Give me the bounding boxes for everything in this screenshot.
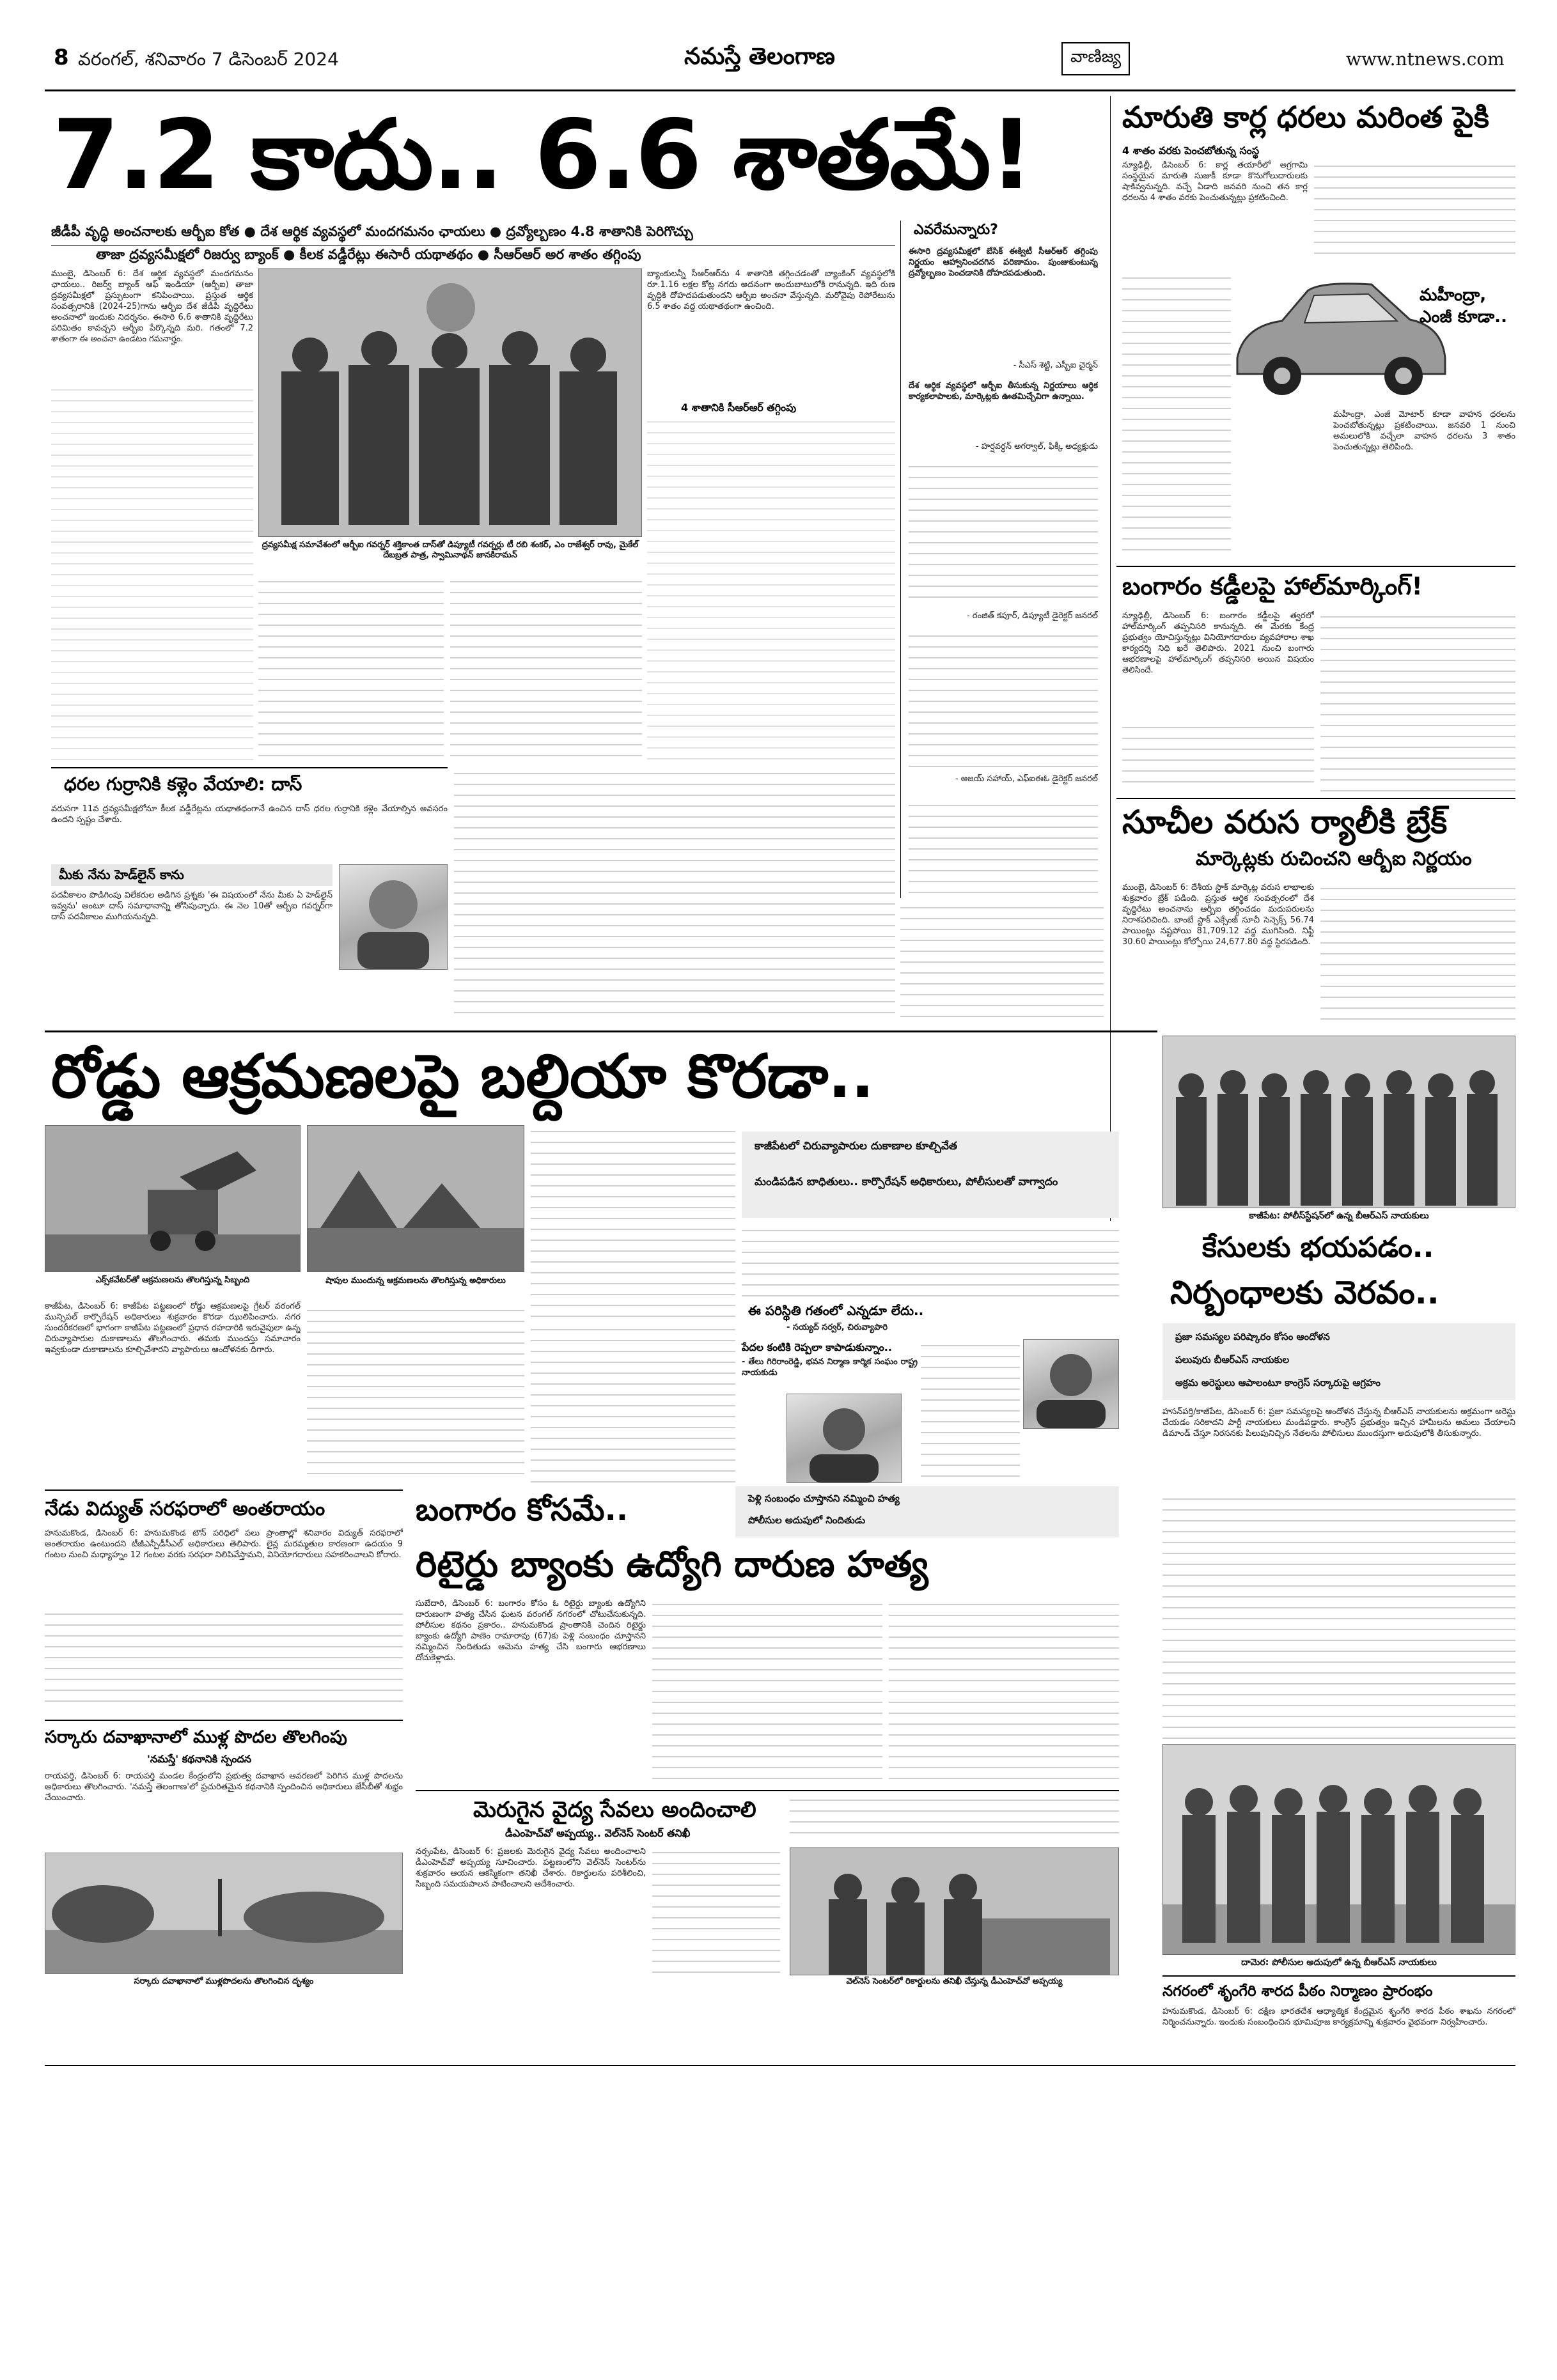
market-rule xyxy=(1116,798,1515,799)
quote-1: ఈసారి ద్రవ్యసమీక్షలో బేసిక్ ఈక్విటీ సీఆర్ఆర్ తగ్గింపు నిర్ణయం ఆహ్వానించదగిన పరిణామం. పుంజుకుంటున్న ద్రవ్యోల్బణం పెంచడానికి దోహదపడుతుంది. xyxy=(909,247,1098,278)
roads-body-2 xyxy=(307,1304,524,1483)
giri-portrait xyxy=(786,1394,902,1483)
people-group-icon xyxy=(1163,1745,1515,1954)
murder-bullets xyxy=(735,1486,1119,1537)
roads-source-1: - సయ్యద్ సర్వర్, చిరువ్యాపారి xyxy=(786,1323,888,1332)
quote-5 xyxy=(909,799,1098,895)
market-subhead: మార్కెట్లకు రుచించని ఆర్బీఐ నిర్ణయం xyxy=(1196,848,1472,870)
lead-body-1: ముంబై, డిసెంబర్ 6: దేశ ఆర్థిక వ్యవస్థలో మందగమనం ఛాయలు.. రిజర్వ్ బ్యాంక్ ఆఫ్ ఇండియా (ఆర్బీఐ) తాజా ద్రవ్యసమీక్షలో ప్రస్ఫుటంగా కనిపించాయి. ప్రస్తుత ఆర్థిక సంవత్సరానికి (2024-25)గాను ఆర్బీఐ దేశ జీడీపీ వృద్ధిరేటు అంచనాలో ఇందుకు నిదర్శనం. ఈసారి 6.6 శాతానికి వృద్ధిరేటు పరిమితం కావచ్చని ఆర్బీఐ పేర్కొన్నది మరి. గతంలో 7.2 శాతంగా ఈ అంచనా ఉండటం గమనార్హం. xyxy=(51,269,253,344)
temple-body: హనుమకొండ, డిసెంబర్ 6: దక్షిణ భారతదేశ ఆధ్యాత్మిక కేంద్రమైన శృంగేరి శారద పీఠం శాఖను నగరంలో నిర్మించనున్నారు. ఇందుకు సంబంధించిన భూమిపూజ కార్యక్రమాన్ని శుక్రవారం వైభవంగా నిర్వహించారు. xyxy=(1162,2007,1515,2027)
people-group-icon xyxy=(1163,1036,1515,1208)
murder-bullet-1: పెళ్లి సంబంధం చూస్తానని నమ్మించి హత్య xyxy=(748,1493,900,1504)
rbi-governors-photo xyxy=(258,268,642,537)
shops-photo xyxy=(307,1125,524,1272)
protest-bullet-2: పలువురు బీఆర్ఎస్ నాయకుల xyxy=(1175,1354,1290,1365)
roads-body-4 xyxy=(742,1224,1119,1298)
shops-caption: షాపుల ముందున్న ఆక్రమణలను తొలగిస్తున్న అధికారులు xyxy=(325,1276,506,1286)
sidebar-title: ఎవరేమన్నారు? xyxy=(914,222,998,238)
roads-bullet-2: మండిపడిన బాధితులు.. కార్పొరేషన్ అధికారులు, పోలీసులతో వాగ్వాదం xyxy=(755,1176,1058,1188)
power-rule xyxy=(45,1489,403,1491)
quote-3-source: - రంజిత్ కపూర్, డిప్యూటీ డైరెక్టర్ జనరల్ xyxy=(967,611,1098,621)
damera-photo xyxy=(1162,1744,1515,1955)
quote-sidebar xyxy=(900,221,1104,898)
roads-body-3 xyxy=(531,1125,735,1317)
power-body: హనుమకొండ, డిసెంబర్ 6: హనుమకొండ టౌన్ పరిధిలో పలు ప్రాంతాల్లో శనివారం విద్యుత్ సరఫరాలో అంతరాయం ఉంటుందని టీజీఎన్పీడీసీఎల్ అధికారులు తెలిపారు. లైన్ల మరమ్మతుల కారణంగా ఉదయం 9 గంటల నుంచి మధ్యాహ్నం 12 గంటల వరకు సరఫరా నిలిపివేస్తామని, వినియోగదారులు సహకరించాలని కోరారు. xyxy=(45,1528,403,1560)
murder-body-1: సుబేదారి, డిసెంబర్ 6: బంగారం కోసం ఓ రిటైర్డు బ్యాంకు ఉద్యోగిని దారుణంగా హత్య చేసిన ఘటన వరంగల్ నగరంలో చోటుచేసుకున్నది. పోలీసుల కథనం ప్రకారం.. హనుమకొండ ప్రాంతానికి చెందిన రిటైర్డు బ్యాంకు ఉద్యోగి పాణెం రామారావు (67)కు పెళ్లి సంబంధం చూస్తానని నమ్మించిన నిందితుడు ఆమెను హత్య చేసి బంగారు ఆభరణాలు దోచుకెళ్లాడు. xyxy=(416,1599,646,1663)
lead-body-6 xyxy=(900,901,1104,1026)
police-station-caption: కాజీపేట: పోలీస్‌స్టేషన్‌లో ఉన్న బీఆర్ఎస్ నాయకులు xyxy=(1249,1211,1429,1221)
quote-1-source: - సీఎస్ శెట్టి, ఎస్బీఐ చైర్మన్ xyxy=(1013,361,1098,370)
car-body-1: న్యూఢిల్లీ, డిసెంబర్ 6: కార్ల తయారీలో అగ్రగామి సంస్థయైన మారుతి సుజుకీ కూడా కొనుగోలుదారులకు షాకివ్వనున్నది. వచ్చే ఏడాది జనవరి నుంచి తన కార్ల ధరలను 4 శాతం వరకు పెంచుతున్నట్లు ప్రకటించింది. xyxy=(1122,160,1308,203)
bushes-photo xyxy=(45,1853,403,1974)
excavator-icon xyxy=(45,1126,300,1272)
sarvar-portrait xyxy=(1023,1339,1119,1429)
mahindra-box-head: మహీంద్రా, ఎంజీ కూడా.. xyxy=(1420,286,1507,327)
murder-body-3 xyxy=(889,1598,1119,1784)
lead-subhead-2: తాజా ద్రవ్యసమీక్షలో రిజర్వు బ్యాంక్ ● కీలక వడ్డీరేట్లు ఈసారీ యథాతథం ● సీఆర్ఆర్ అర శాతం తగ్గింపు xyxy=(96,247,641,262)
gold-rule xyxy=(1116,566,1515,567)
demolition-icon xyxy=(308,1126,524,1272)
car-body-1-cont xyxy=(1122,272,1231,559)
quote-3 xyxy=(909,460,1098,607)
medical-rule xyxy=(416,1790,1119,1791)
murder-kicker: బంగారం కోసమే.. xyxy=(416,1492,629,1528)
medical-body-3 xyxy=(790,1794,1119,1842)
person-icon xyxy=(787,1394,901,1482)
quote-2: దేశ ఆర్థిక వ్యవస్థలో ఆర్బీఐ తీసుకున్న నిర్ణయాలు ఆర్థిక కార్యకలాపాలకు, మార్కెట్లకు ఊతమిచ్చేవిగా ఉన్నాయి. xyxy=(909,381,1098,401)
lead-body-4: బ్యాంకులన్నీ సీఆర్ఆర్‌ను 4 శాతానికి తగ్గించడంతో బ్యాంకింగ్ వ్యవస్థలోకి రూ.1.16 లక్షల కోట్ల నగదు అదనంగా అందుబాటులోకి రానున్నది. ఇది రుణ వృద్ధికి దోహదపడుతుందని ఆర్బీఐ అంచనా వేస్తున్నది. మరోవైపు రెపోరేటును 6.5 శాతం వద్ద యథాతథంగా ఉంచింది. xyxy=(647,269,895,311)
dateline: వరంగల్, శనివారం 7 డిసెంబర్ 2024 xyxy=(78,49,339,70)
protest-bullet-3: అక్రమ అరెస్టులు ఆపాలంటూ కాంగ్రెస్ సర్కారుపై ఆగ్రహం xyxy=(1175,1377,1381,1388)
lead-headline: 7.2 కాదు.. 6.6 శాతమే! xyxy=(52,100,1033,211)
excavator-photo xyxy=(45,1125,301,1272)
temple-rule xyxy=(1162,1975,1515,1977)
protest-headline-1: కేసులకు భయపడం.. xyxy=(1202,1231,1434,1264)
headline-panel-title: మీకు నేను హెడ్‌లైన్ కాను xyxy=(59,867,184,882)
wellness-photo xyxy=(790,1847,1119,1975)
market-body-1: ముంబై, డిసెంబర్ 6: దేశీయ స్టాక్ మార్కెట్ల వరుస లాభాలకు శుక్రవారం బ్రేక్ పడింది. ప్రస్తుత ఆర్థిక సంవత్సరంలో దేశ వృద్ధిరేటు అంచనాను ఆర్బీఐ తగ్గించడం మదుపరులను నిరాశపరిచింది. బాంబే స్టాక్ ఎక్సేంజ్ సూచీ సెన్సెక్స్ 56.74 పాయింట్లు నష్టపోయి 81,709.12 వద్ద ముగిసింది. నిఫ్టీ 30.60 పాయింట్లు కోల్పోయి 24,677.80 వద్ద స్థిరపడింది. xyxy=(1122,883,1314,947)
person-icon xyxy=(1024,1340,1118,1428)
roads-bullet-1: కాజీపేటలో చిరువ్యాపారుల దుకాణాల కూల్చివేత xyxy=(755,1140,958,1153)
police-station-photo xyxy=(1162,1036,1515,1208)
lead-body-2 xyxy=(258,575,444,761)
gold-headline: బంగారం కడ్డీలపై హాల్‌మార్కింగ్! xyxy=(1122,572,1423,600)
roads-body-1: కాజీపేట, డిసెంబర్ 6: కాజీపేట పట్టణంలో రోడ్డు ఆక్రమణలపై గ్రేటర్ వరంగల్ మున్సిపల్ కార్పొరేషన్ అధికారులు శుక్రవారం కొరడా ఝులిపించారు. నగర సుందరీకరణలో భాగంగా కాజీపేట పట్టణంలో ప్రధాన రహదారికి ఇరువైపులా ఉన్న చిరువ్యాపారుల దుకాణాలను తొలగించారు. తమకు ముందస్తు సమాచారం ఇవ్వకుండా దుకాణాలను కూల్చివేశారని వ్యాపారులు ఆందోళనకు దిగారు. xyxy=(45,1302,301,1355)
people-group-icon xyxy=(259,269,641,536)
power-headline: నేడు విద్యుత్ సరఫరాలో అంతరాయం xyxy=(45,1498,325,1520)
headline-panel-title-bar xyxy=(51,864,333,886)
hospital-rule xyxy=(45,1720,403,1721)
mahindra-box-body: మహీంద్రా, ఎంజీ మోటార్ కూడా వాహన ధరలను పెంచబోతున్నట్లు ప్రకటించాయి. జనవరి 1 నుంచి అమలులోకి వచ్చేలా వాహన ధరలను 3 శాతం పెంచుతున్నట్లు తెలిపింది. xyxy=(1333,410,1515,452)
bushes-caption: సర్కారు దవాఖానాలో ముళ్లపొదలను తొలగించిన దృశ్యం xyxy=(134,1977,314,1986)
medical-headline: మెరుగైన వైద్య సేవలు అందించాలి xyxy=(473,1797,756,1823)
roads-subhead-1: ఈ పరిస్థితి గతంలో ఎన్నడూ లేదు.. xyxy=(748,1303,924,1318)
roads-headline: రోడ్డు ఆక్రమణలపై బల్దియా కొరడా.. xyxy=(51,1042,874,1112)
person-icon xyxy=(340,865,447,969)
hospital-subhead: 'నమస్తే' కథనానికి స్పందన xyxy=(147,1753,251,1765)
website: www.ntnews.com xyxy=(1346,49,1505,70)
murder-bullet-2: పోలీసుల అదుపులో నిందితుడు xyxy=(748,1514,866,1526)
das-portrait xyxy=(339,864,448,970)
protest-bullets xyxy=(1162,1323,1515,1400)
market-headline: సూచీల వరుస ర్యాలీకి బ్రేక్ xyxy=(1122,804,1448,841)
temple-headline: నగరంలో శృంగేరి శారద పీఠం నిర్మాణం ప్రారంభం xyxy=(1162,1983,1433,2000)
quote-4 xyxy=(909,630,1098,770)
gold-body-1-cont xyxy=(1122,721,1314,791)
quote-2-source: - హర్షవర్ధన్ అగర్వాల్, ఫిక్కీ అధ్యక్షుడు xyxy=(975,442,1098,451)
doctor-icon xyxy=(790,1848,1118,1975)
lead-body-1-cont xyxy=(51,384,253,761)
das-panel-title: ధరల గుర్రానికి కళ్లెం వేయాలి: దాస్ xyxy=(64,774,302,795)
quote-4-source: - అజయ్ సహాయ్, ఎఫ్ఐఈఓ డైరెక్టర్ జనరల్ xyxy=(955,774,1098,784)
protest-bullet-1: ప్రజా సమస్యల పరిష్కారం కోసం ఆందోళన xyxy=(1175,1331,1330,1342)
medical-subhead: డీఎంహెచ్‌వో అప్పయ్య.. వెల్‌నెస్ సెంటర్ తనిఖీ xyxy=(505,1827,691,1839)
roads-body-6 xyxy=(531,1323,735,1483)
section-head-crr: 4 శాతానికి సీఆర్ఆర్ తగ్గింపు xyxy=(681,401,797,414)
page-number: 8 xyxy=(54,45,69,70)
section-tag: వాణిజ్య xyxy=(1061,42,1130,75)
power-body-cont xyxy=(45,1608,403,1710)
protest-body-1: హసన్‌పర్తి/కాజీపేట, డిసెంబర్ 6: ప్రజా సమస్యలపై ఆందోళన చేస్తున్న బీఆర్ఎస్ నాయకులను అక్రమంగా అరెస్టు చేయడం సరికాదని పార్టీ నాయకులు మండిపడ్డారు. కాంగ్రెస్ ప్రభుత్వం ఇచ్చిన హామీలను అమలు చేయాలని డిమాండ్ చేస్తూ నిరసనకు పిలుపునిచ్చిన నేతలను పోలీసులు ముందస్తుగా అదుపులోకి తీసుకున్నారు. xyxy=(1162,1407,1515,1438)
roads-subhead-2: పేదల కంటికి రెప్పలా కాపాడుకున్నాం.. xyxy=(742,1341,892,1353)
landscape-icon xyxy=(45,1853,402,1973)
hospital-body: రాయపర్తి, డిసెంబర్ 6: రాయపర్తి మండల కేంద్రంలోని ప్రభుత్వ దవాఖాన ఆవరణలో పెరిగిన ముళ్ల పొదలను అధికారులు తొలగించారు. 'నమస్తే తెలంగాణ'లో ప్రచురితమైన కథనానికి స్పందించిన అధికారులు జేసీబీతో శుభ్రం చేయించారు. xyxy=(45,1771,403,1803)
masthead xyxy=(45,37,1515,89)
protest-body-2 xyxy=(1162,1493,1515,1739)
masthead-rule xyxy=(45,89,1515,91)
market-body-2 xyxy=(1320,882,1515,1026)
lead-body-5 xyxy=(454,767,895,1023)
murder-headline: రిటైర్డు బ్యాంకు ఉద్యోగి దారుణ హత్య xyxy=(416,1544,928,1585)
roads-body-5 xyxy=(921,1339,1020,1483)
murder-body-2 xyxy=(652,1598,882,1784)
footer-rule xyxy=(45,2065,1515,2066)
wellness-caption: వెల్‌నెస్ సెంటర్‌లో రికార్డులను తనిఖీ చేస్తున్న డీఎంహెచ్‌వో అప్పయ్య xyxy=(846,1977,1063,1986)
headline-panel-body: పదవీకాలం పొడిగింపు విలేకరుల అడిగిన ప్రశ్నకు 'ఈ విషయంలో నేను మీకు ఏ హెడ్‌లైన్ ఇవ్వను' అంటూ దాస్ సమాధానాన్ని తోసిపుచ్చారు. ఈ నెల 10తో ఆర్బీఐ గవర్నర్‌గా దాస్ పదవీకాలం ముగియనున్నది. xyxy=(51,891,333,922)
lead-subhead-1: జీడీపీ వృద్ధి అంచనాలకు ఆర్బీఐ కోత ● దేశ ఆర్థిక వ్యవస్థలో మందగమనం ఛాయలు ● ద్రవ్యోల్బణం 4.8 శాతానికి పెరిగొచ్చు xyxy=(51,224,895,246)
paper-name: నమస్తే తెలంగాణ xyxy=(684,43,835,70)
das-panel xyxy=(51,767,448,1026)
rbi-photo-caption: ద్రవ్యసమీక్ష సమావేశంలో ఆర్బీఐ గవర్నర్ శక్తికాంత దాస్‌తో డిప్యూటీ గవర్నర్లు టీ రబి శంకర్, ఎం రాజేశ్వర్ రావు, మైకేల్ దేబబ్రత పాత్ర, స్వామినాథన్ జానకిరామన్ xyxy=(262,540,639,560)
protest-headline-2: నిర్బంధాలకు వెరవం.. xyxy=(1170,1274,1439,1311)
roads-source-2: - తేలు గిరిరాంరెడ్డి, భవన నిర్మాణ కార్మిక సంఘం రాష్ట్ర నాయకుడు xyxy=(742,1357,918,1378)
medical-body-2 xyxy=(652,1846,780,1974)
car-subhead: 4 శాతం వరకు పెంచబోతున్న సంస్థ xyxy=(1122,144,1260,157)
lead-body-4-cont xyxy=(647,416,895,793)
hospital-headline: సర్కారు దవాఖానాలో ముళ్ల పొదల తొలగింపు xyxy=(45,1727,347,1747)
roads-bullets xyxy=(742,1132,1119,1218)
mahindra-box xyxy=(1420,284,1515,393)
damera-caption: దామెర: పోలీసుల అదుపులో ఉన్న బీఆర్ఎస్ నాయకులు xyxy=(1241,1957,1437,1968)
lead-body-3 xyxy=(450,575,642,761)
excavator-caption: ఎక్స్‌కవేటర్‌తో ఆక్రమణలను తొలగిస్తున్న సిబ్బంది xyxy=(95,1275,250,1285)
gold-body-1: న్యూఢిల్లీ, డిసెంబర్ 6: బంగారం కడ్డీలపై త్వరలో హాల్‌మార్కింగ్ తప్పనిసరి కానున్నది. ఈ మేరకు కేంద్ర ప్రభుత్వం యోచిస్తున్నట్లు వినియోగదారుల వ్యవహారాల శాఖ కార్యదర్శి నిధి ఖరే తెలిపారు. 2021 నుంచి బంగారు ఆభరణాలపై హాల్‌మార్కింగ్ తప్పనిసరి అయిన విషయం తెలిసిందే. xyxy=(1122,611,1314,675)
das-panel-body: వరుసగా 11వ ద్రవ్యసమీక్షలోనూ కీలక వడ్డీరేట్లను యథాతథంగానే ఉంచిన దాస్ ధరల గుర్రానికి కళ్లెం వేయాల్సిన అవసరం ఉందని స్పష్టం చేశారు. xyxy=(51,804,448,825)
car-headline: మారుతి కార్ల ధరలు మరింత పైకి xyxy=(1122,100,1489,134)
medical-body-1: నర్సంపేట, డిసెంబర్ 6: ప్రజలకు మెరుగైన వైద్య సేవలు అందించాలని డీఎంహెచ్‌వో అప్పయ్య సూచించారు. పట్టణంలోని వెల్‌నెస్ సెంటర్‌ను శుక్రవారం ఆయన ఆకస్మికంగా తనిఖీ చేశారు. రికార్డులను పరిశీలించి, సిబ్బంది సమయపాలన పాటించాలని ఆదేశించారు. xyxy=(416,1847,646,1889)
car-body-2 xyxy=(1314,160,1515,262)
gold-body-2 xyxy=(1320,611,1515,791)
